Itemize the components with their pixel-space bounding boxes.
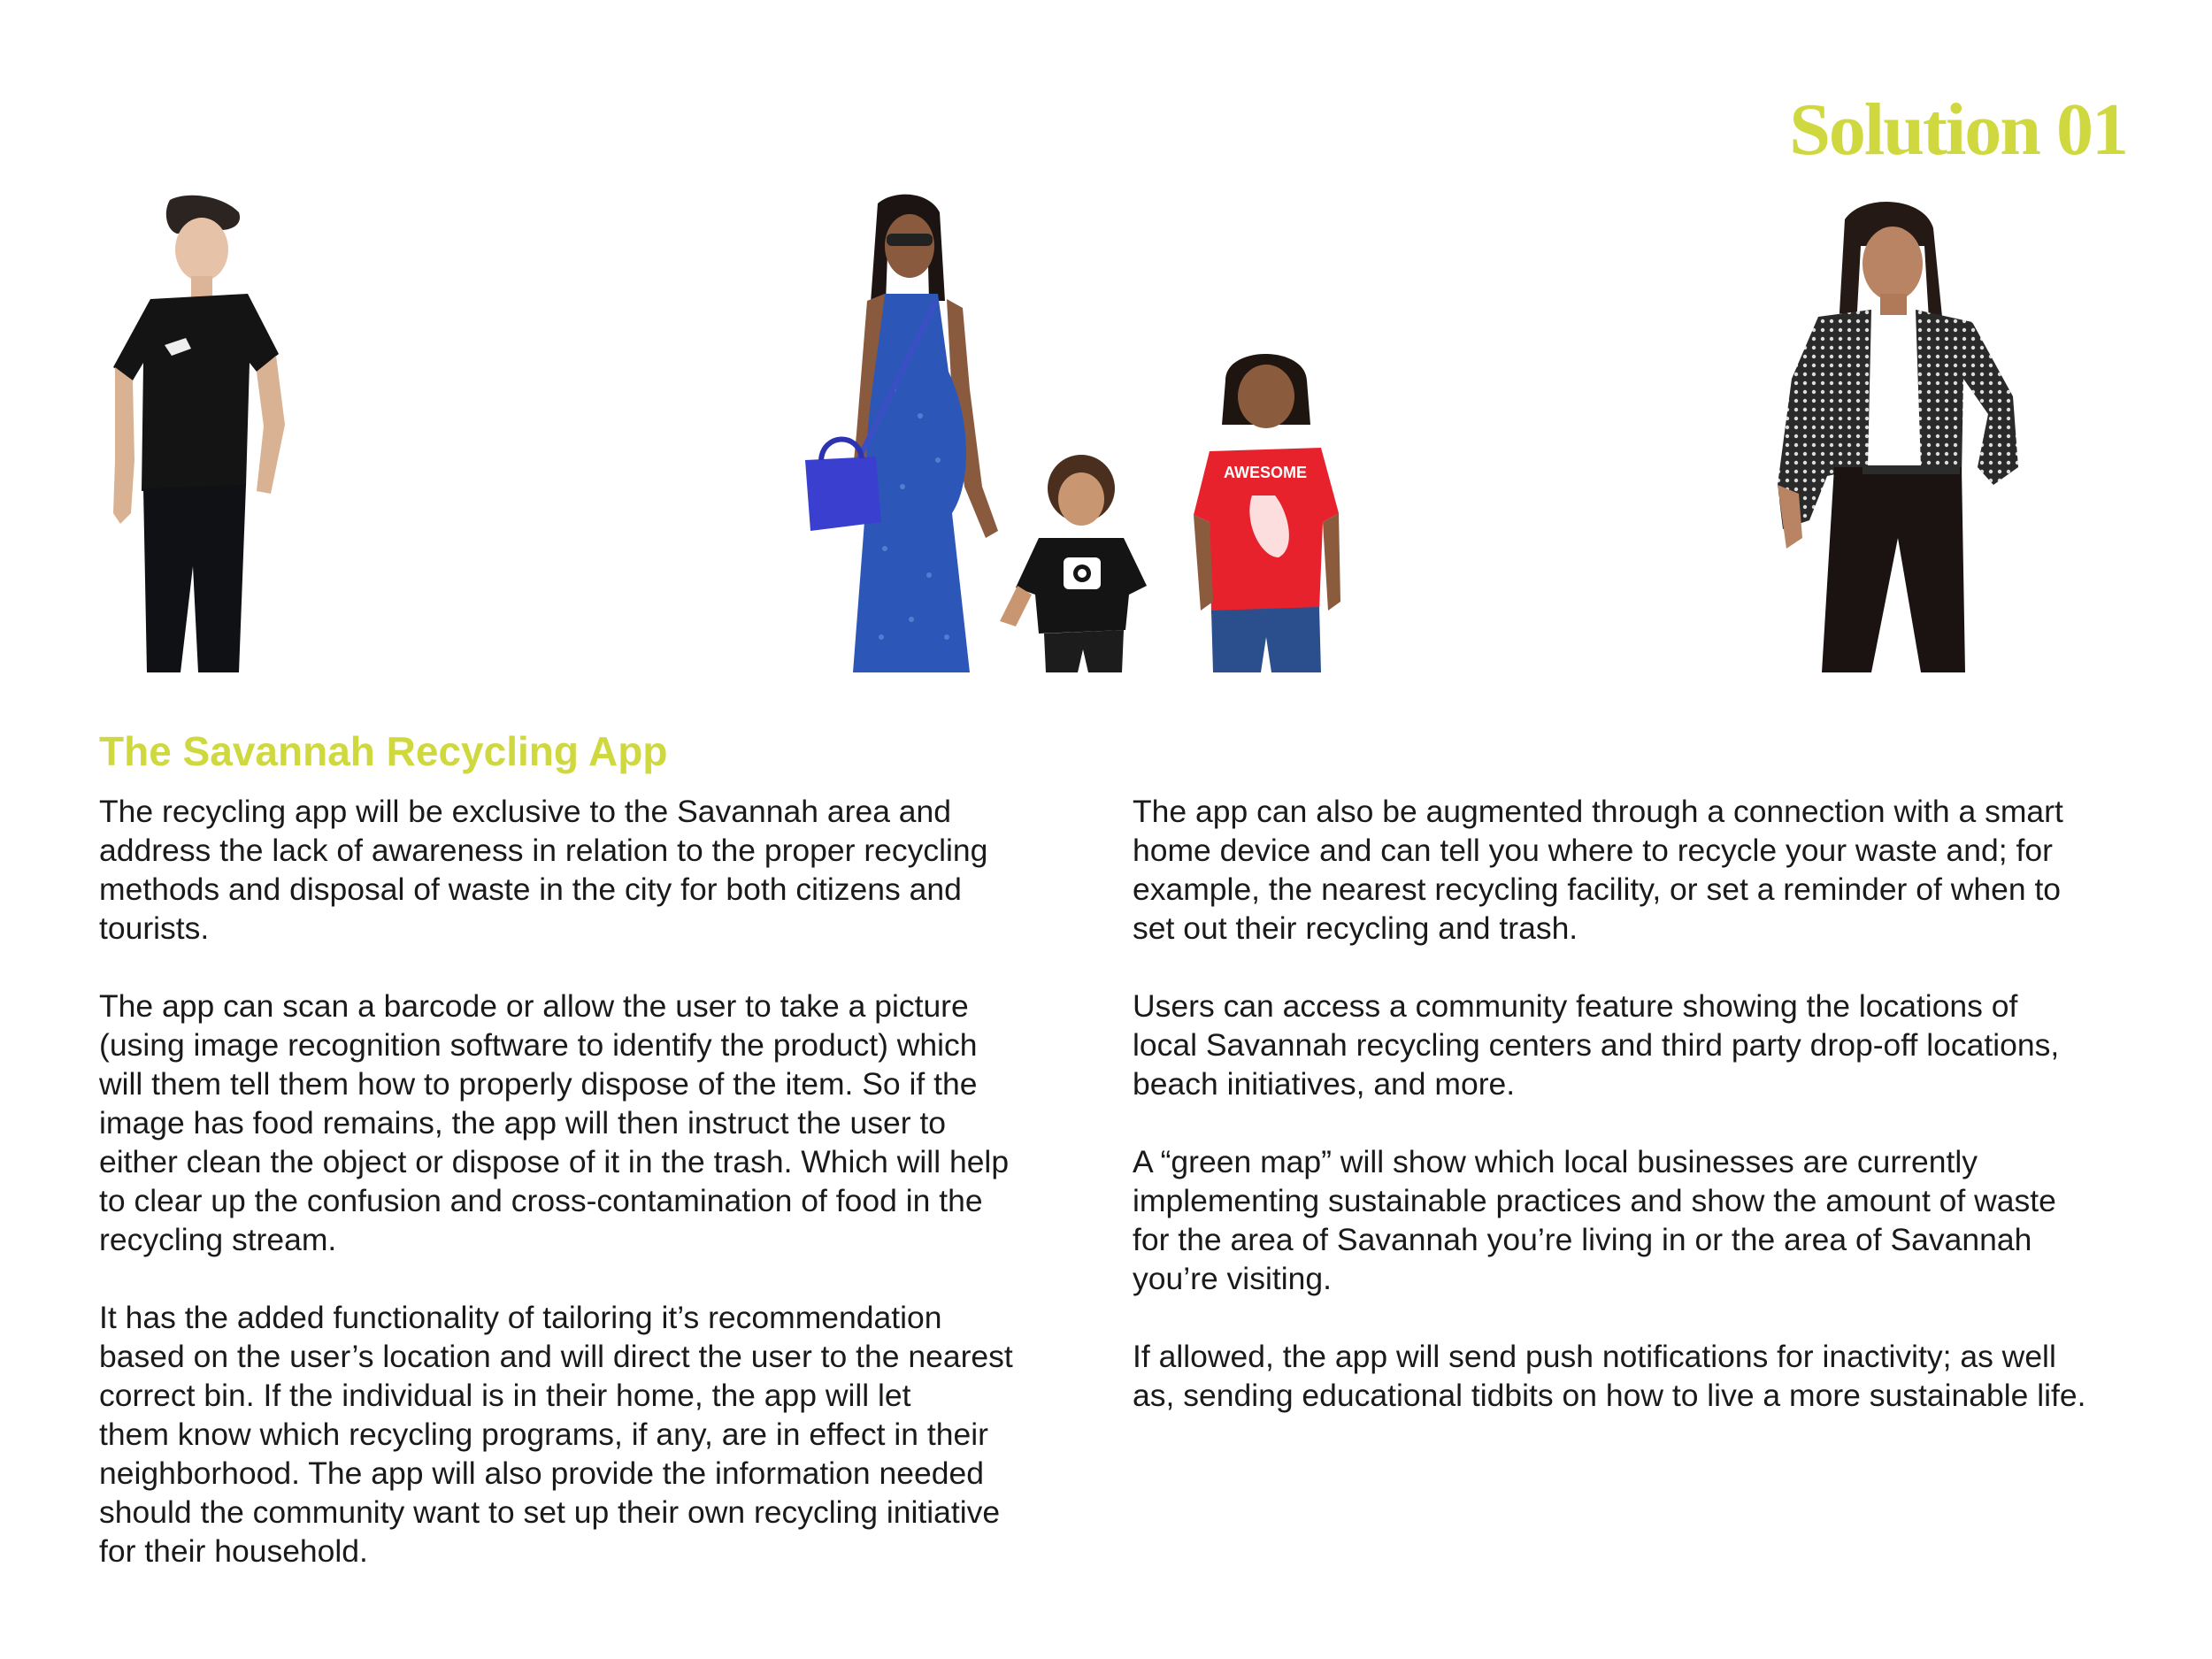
teen-boy-photo: [88, 195, 288, 672]
shirt-text: AWESOME: [1223, 464, 1308, 481]
right-paragraph-1: The app can also be augmented through a connection with a smart home device and can tell you where to recycle your waste and; for example, the nearest recycling facility, or set a reminder of when to set out their recycling and trash.: [1133, 794, 2063, 946]
slide-title: Solution 01: [1789, 88, 2127, 171]
right-paragraph-3: A “green map” will show which local businesses are currently implementing sustainable practices and show the amount of waste for the area of Savannah you’re living in or the area of Savannah you’re visiting.: [1133, 1144, 2056, 1296]
boy-figure: [1190, 345, 1340, 672]
right-paragraph-2: Users can access a community feature showing the locations of local Savannah recycling centers and third party drop-off locations, beach initiatives, and more.: [1133, 988, 2060, 1102]
app-heading: The Savannah Recycling App: [99, 728, 668, 774]
woman-figure: [1756, 202, 2026, 672]
woman-blazer-photo: [1756, 202, 2026, 672]
pregnant-mother-photo: [796, 195, 1022, 672]
left-paragraph-3: It has the added functionality of tailoring it’s recommendation based on the user’s location and will direct the user to the nearest correct bin. If the individual is in their home, the app will let them know which recycling programs, if any, are in effect in their neighborhood. The app will also provide the information needed should the community want to set up their own recycling initiative for their household.: [99, 1300, 1013, 1569]
toddler-figure: [1000, 453, 1159, 672]
mother-figure: [796, 195, 1022, 672]
boy-red-shirt-photo: [1190, 345, 1340, 672]
left-paragraph-2: The app can scan a barcode or allow the user to take a picture (using image recognition software to identify the product) which will them tell them how to properly dispose of the item. So if the image has food remains, the app will then instruct the user to either clean the object or dispose of it in the trash. Which will help to clear up the confusion and cross-contamination of food in the recycling stream.: [99, 988, 1010, 1257]
left-paragraph-1: The recycling app will be exclusive to the Savannah area and address the lack of awareness in relation to the proper recycling methods and disposal of waste in the city for both citizens and tourists.: [99, 794, 988, 946]
right-paragraph-4: If allowed, the app will send push notifications for inactivity; as well as, sending educational tidbits on how to live a more sustainable life.: [1133, 1339, 2086, 1413]
toddler-photo: [1000, 453, 1159, 672]
teen-boy-figure: [88, 195, 288, 672]
persona-photos: [0, 0, 2212, 681]
right-text-column: [1133, 792, 2124, 1454]
left-text-column: [99, 792, 1072, 1609]
